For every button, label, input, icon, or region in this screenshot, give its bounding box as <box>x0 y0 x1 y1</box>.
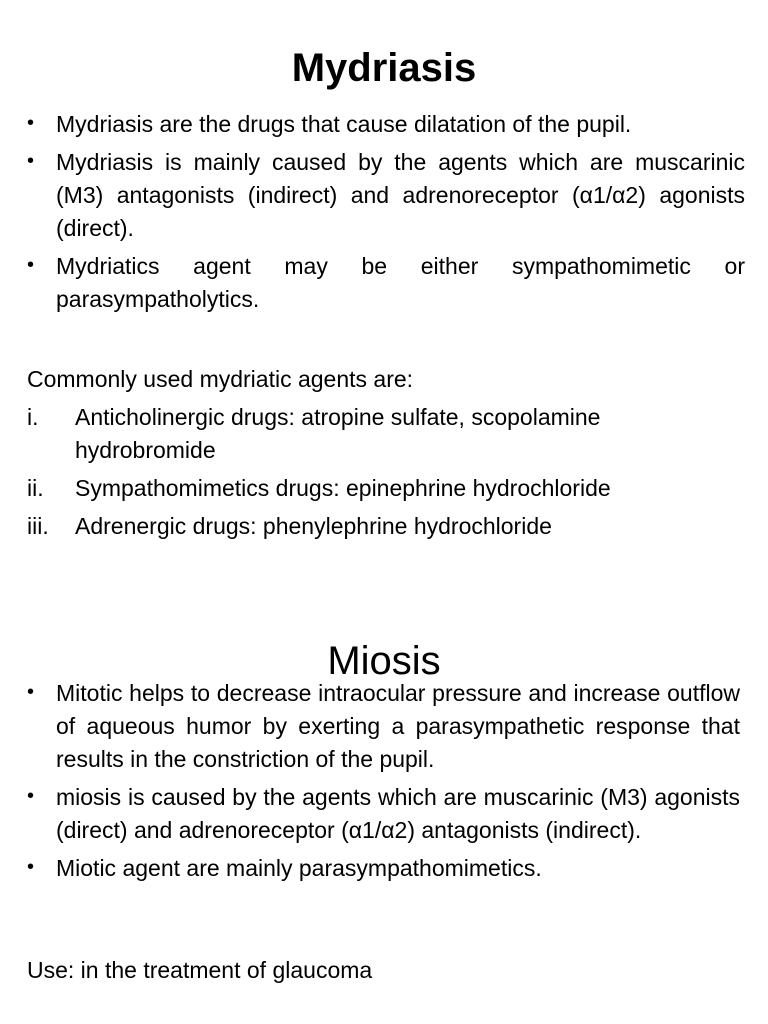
list-numeral: ii. <box>27 475 44 501</box>
list-item <box>27 677 740 776</box>
bullet-text: Miotic agent are mainly parasympathomimetics. <box>56 855 542 881</box>
bullet-icon: • <box>27 112 35 134</box>
bullet-icon: • <box>27 681 35 703</box>
mydriasis-bullet-list <box>27 108 745 321</box>
use-statement: Use: in the treatment of glaucoma <box>27 957 373 983</box>
bullet-icon: • <box>27 150 35 172</box>
bullet-text: Mitotic helps to decrease intraocular pressure and increase outflow of aqueous humor by exerting a parasympathetic response that results in the constriction of the pupil. <box>56 680 740 772</box>
miosis-bullet-list <box>27 677 745 890</box>
list-item <box>27 781 740 847</box>
bullet-icon: • <box>27 856 35 878</box>
list-item <box>27 852 740 885</box>
bullet-text: Mydriasis are the drugs that cause dilatation of the pupil. <box>56 111 632 137</box>
common-agents-intro: Commonly used mydriatic agents are: <box>27 366 414 392</box>
mydriasis-title: Mydriasis <box>291 45 477 90</box>
miosis-title: Miosis <box>327 639 441 684</box>
list-item <box>27 108 745 141</box>
list-item <box>27 146 745 245</box>
bullet-text: Mydriasis is mainly caused by the agents which are muscarinic (M3) antagonists (indirect) and adrenoreceptor (α1/α2) agonists (direct). <box>56 149 745 241</box>
list-numeral: i. <box>27 404 39 430</box>
list-item <box>27 510 745 543</box>
agent-text: Anticholinergic drugs: atropine sulfate, scopolamine hydrobromide <box>75 404 601 463</box>
bullet-icon: • <box>27 785 35 807</box>
mydriatic-agents-list <box>27 401 745 548</box>
agent-text: Sympathomimetics drugs: epinephrine hydrochloride <box>75 475 611 501</box>
list-item <box>27 472 745 505</box>
list-item <box>27 401 745 467</box>
bullet-icon: • <box>27 254 35 276</box>
list-numeral: iii. <box>27 513 49 539</box>
agent-text: Adrenergic drugs: phenylephrine hydrochloride <box>75 513 552 539</box>
bullet-text: miosis is caused by the agents which are muscarinic (M3) agonists (direct) and adrenoreceptor (α1/α2) antagonists (indirect). <box>56 784 740 843</box>
list-item <box>27 250 745 316</box>
bullet-text: Mydriatics agent may be either sympathomimetic or parasympatholytics. <box>56 253 745 312</box>
